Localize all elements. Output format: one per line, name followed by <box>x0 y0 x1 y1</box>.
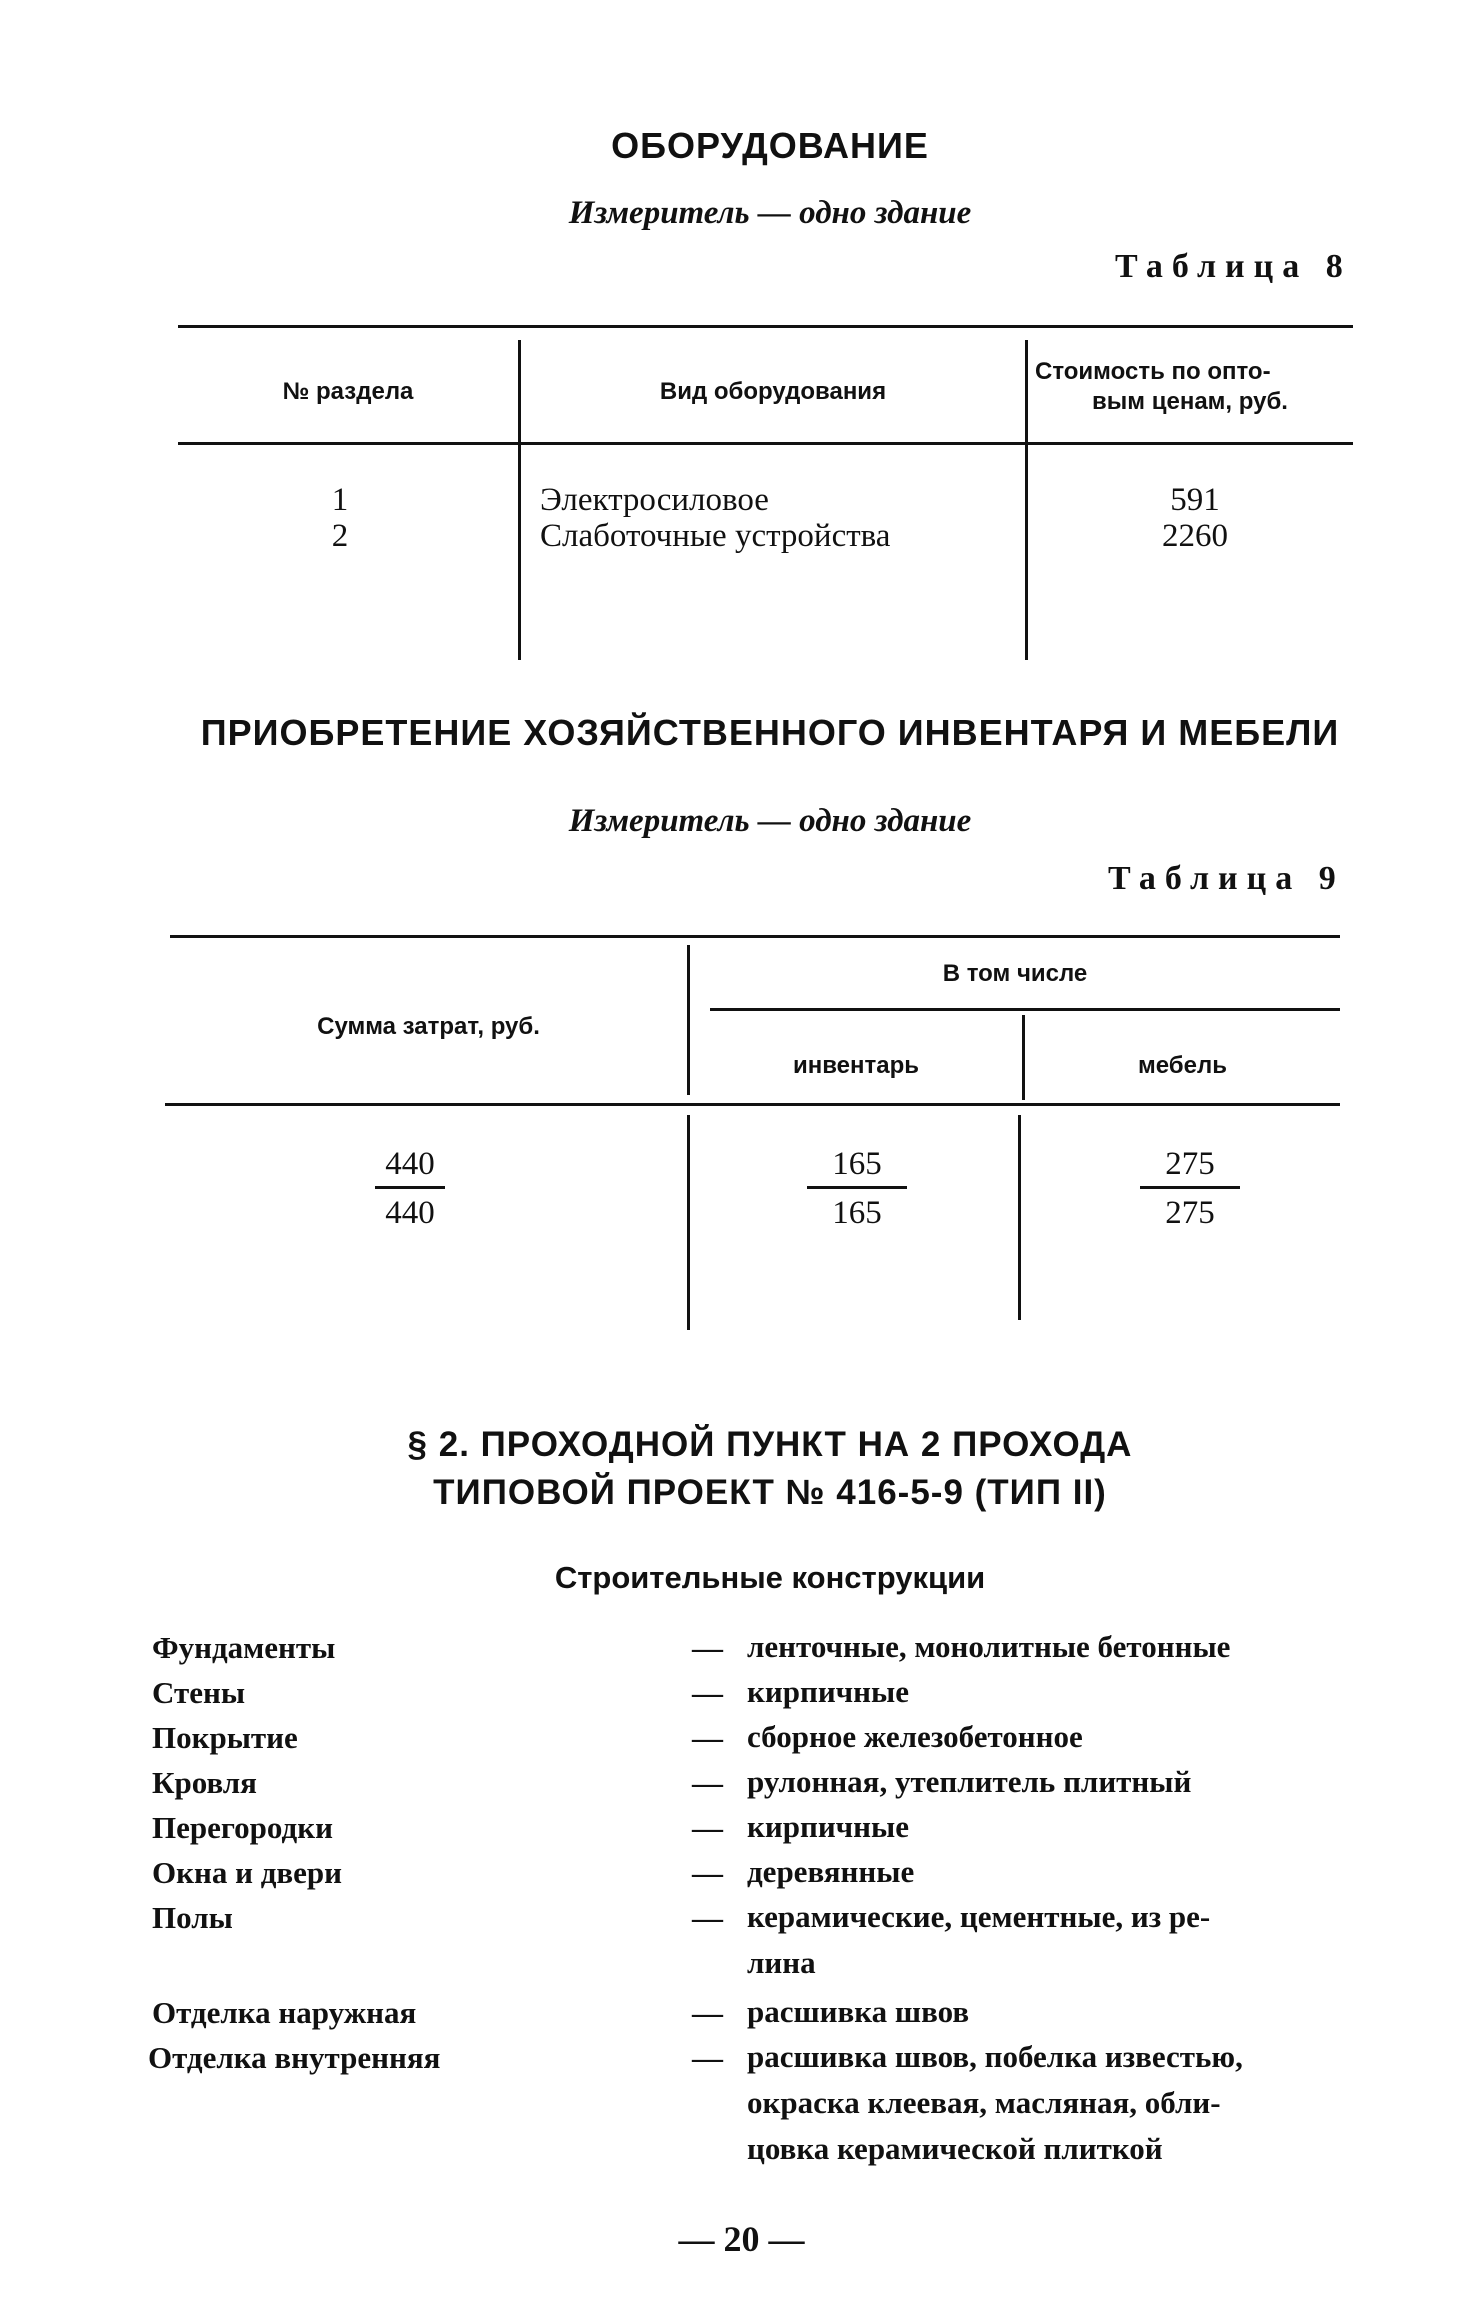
table-column-divider <box>687 1115 690 1330</box>
table-rule <box>710 1008 1340 1011</box>
table-cell-cost: 2260 <box>1162 518 1228 554</box>
section-title-inventory: ПРИОБРЕТЕНИЕ ХОЗЯЙСТВЕННОГО ИНВЕНТАРЯ И МЕБЕЛИ <box>200 712 1340 753</box>
column-header-furniture: мебель <box>1138 1052 1227 1079</box>
list-item-value: расшивка швов, побелка известью, <box>747 2039 1243 2074</box>
table-cell-equipment-type: Электросиловое <box>540 482 769 518</box>
list-item-value: кирпичные <box>747 1809 909 1844</box>
list-item-label: Отделка внутренняя <box>148 2040 441 2075</box>
column-header-inventory: инвентарь <box>792 1052 920 1079</box>
table-rule <box>165 1103 1340 1106</box>
list-item-dash: — <box>692 1900 723 1935</box>
table-cell-furniture <box>1115 1142 1265 1237</box>
list-item-dash: — <box>692 1810 723 1845</box>
column-header-including: В том числе <box>942 960 1088 987</box>
list-item-label: Окна и двери <box>152 1855 342 1890</box>
table-cell-cost: 591 <box>1170 482 1220 518</box>
list-item-value: цовка керамической плиткой <box>747 2131 1163 2166</box>
column-header-cost-line2: вым ценам, руб. <box>1092 388 1288 415</box>
table-8-label: Таблица 8 <box>1115 248 1352 285</box>
list-item-label: Стены <box>152 1675 246 1710</box>
table-cell-inventory <box>782 1142 932 1237</box>
fraction-denominator: 440 <box>385 1195 435 1231</box>
column-header-section-number: № раздела <box>282 378 414 405</box>
fraction-denominator: 275 <box>1165 1195 1215 1231</box>
meter-label-1: Измеритель — одно здание <box>568 195 972 231</box>
list-item-label: Отделка наружная <box>152 1995 417 2030</box>
list-item-dash: — <box>692 1720 723 1755</box>
column-header-equipment-type: Вид оборудования <box>659 378 887 405</box>
section-heading-line2: ТИПОВОЙ ПРОЕКТ № 416-5-9 (ТИП II) <box>433 1473 1107 1512</box>
table-rule <box>170 935 1340 938</box>
fraction-numerator: 275 <box>1165 1146 1215 1182</box>
fraction-numerator: 165 <box>832 1146 882 1182</box>
table-cell-number: 2 <box>331 518 349 554</box>
page-number: — 20 — <box>678 2219 805 2259</box>
section-title-equipment: ОБОРУДОВАНИЕ <box>611 125 929 166</box>
list-item-dash: — <box>692 1995 723 2030</box>
list-item-value: рулонная, утеплитель плитный <box>747 1764 1192 1799</box>
list-item-value: кирпичные <box>747 1674 909 1709</box>
list-item-label: Кровля <box>152 1765 257 1800</box>
list-item-dash: — <box>692 1855 723 1890</box>
table-cell-number: 1 <box>331 482 349 518</box>
list-item-label: Покрытие <box>152 1720 298 1755</box>
list-item-label: Фундаменты <box>152 1630 336 1665</box>
column-header-total-cost: Сумма затрат, руб. <box>317 1013 540 1040</box>
list-item-value: лина <box>747 1945 816 1980</box>
list-item-label: Полы <box>152 1900 233 1935</box>
table-cell-total <box>335 1142 485 1237</box>
list-item-value: сборное железобетонное <box>747 1719 1083 1754</box>
table-cell-equipment-type: Слаботочные устройства <box>540 518 891 554</box>
column-header-cost-line1: Стоимость по опто- <box>1035 358 1271 385</box>
list-item-dash: — <box>692 1765 723 1800</box>
section-heading-line1: § 2. ПРОХОДНОЙ ПУНКТ НА 2 ПРОХОДА <box>407 1425 1133 1464</box>
list-item-value: керамические, цементные, из ре- <box>747 1899 1211 1934</box>
list-item-value: расшивка швов <box>747 1994 970 2029</box>
list-item-dash: — <box>692 1630 723 1665</box>
table-rule <box>178 442 1353 445</box>
list-item-dash: — <box>692 1675 723 1710</box>
subheading-construction: Строительные конструкции <box>554 1560 986 1595</box>
list-item-value: деревянные <box>747 1854 915 1889</box>
table-rule <box>178 325 1353 328</box>
fraction-numerator: 440 <box>385 1146 435 1182</box>
list-item-value: окраска клеевая, масляная, обли- <box>747 2085 1221 2120</box>
table-column-divider <box>1018 1115 1021 1320</box>
fraction-denominator: 165 <box>832 1195 882 1231</box>
table-9-label: Таблица 9 <box>1108 860 1345 897</box>
list-item-label: Перегородки <box>152 1810 333 1845</box>
list-item-value: ленточные, монолитные бетонные <box>747 1629 1231 1664</box>
meter-label-2: Измеритель — одно здание <box>568 803 972 839</box>
list-item-dash: — <box>692 2040 723 2075</box>
table-column-divider <box>1025 340 1028 660</box>
